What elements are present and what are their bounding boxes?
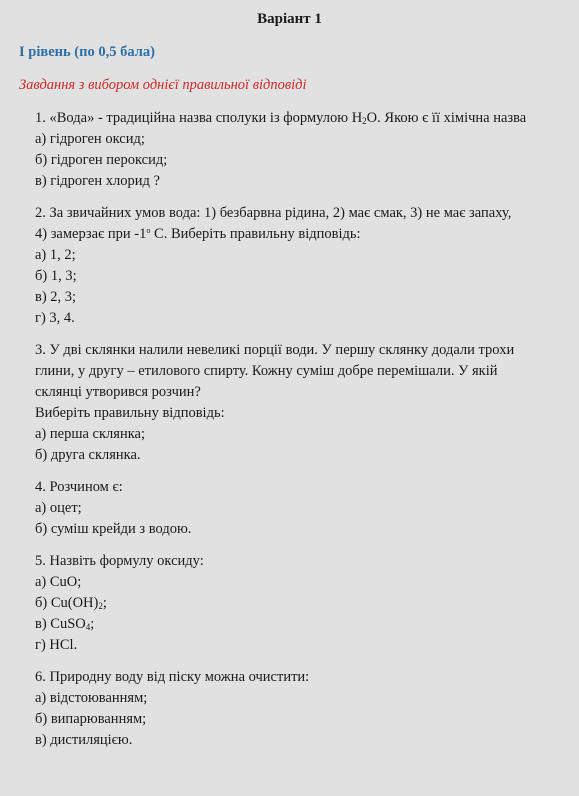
question-2-text-part: 4) замерзає при -1 xyxy=(35,226,147,242)
question-2-option-d: г) 3, 4. xyxy=(35,310,75,326)
question-2-option-a: а) 1, 2; xyxy=(35,247,76,263)
question-1-option-c: в) гідроген хлорид ? xyxy=(35,173,160,189)
formula-subscript: 4 xyxy=(85,622,91,632)
question-2-option-b: б) 1, 3; xyxy=(35,268,77,284)
question-6-option-c: в) дистиляцією. xyxy=(35,732,133,748)
question-3-option-b: б) друга склянка. xyxy=(35,447,141,463)
task-type-heading: Завдання з вибором однієї правильної відповіді xyxy=(19,77,307,93)
formula-subscript: 2 xyxy=(98,601,103,611)
question-2-option-c: в) 2, 3; xyxy=(35,289,77,305)
question-5-option-b xyxy=(35,593,107,613)
formula-text: в) CuSO xyxy=(35,616,86,632)
question-6-text: 6. Природну воду від піску можна очистити: xyxy=(35,669,310,685)
question-1-option-b: б) гідроген пероксид; xyxy=(35,152,168,168)
degree-superscript: о xyxy=(146,226,151,235)
question-4-text: 4. Розчином є: xyxy=(35,479,123,495)
question-2-line-1: 2. За звичайних умов вода: 1) безбарвна рідина, 2) має смак, 3) не має запаху, xyxy=(35,205,512,221)
formula-text: ; xyxy=(90,616,95,632)
question-1-text xyxy=(35,108,526,128)
formula-text: б) Cu(OH) xyxy=(35,595,99,611)
question-2-text-part: С. Виберіть правильну відповідь: xyxy=(150,226,361,242)
question-3-line-2: глини, у другу – етилового спирту. Кожну суміш добре перемішали. У якій xyxy=(35,363,498,379)
question-4-option-a: а) оцет; xyxy=(35,500,82,516)
level-heading: І рівень (по 0,5 бала) xyxy=(19,44,155,60)
question-5-option-a: а) CuO; xyxy=(35,574,82,590)
variant-title: Варіант 1 xyxy=(257,11,322,27)
question-3-line-1: 3. У дві склянки налили невеликі порції води. У першу склянку додали трохи xyxy=(35,342,515,358)
question-5-option-d: г) HCl. xyxy=(35,637,78,653)
question-3-option-a: а) перша склянка; xyxy=(35,426,145,442)
formula-subscript: 2 xyxy=(362,116,367,126)
question-5-option-c xyxy=(35,614,94,634)
question-5-text: 5. Назвіть формулу оксиду: xyxy=(35,553,204,569)
question-2-line-2 xyxy=(35,224,361,244)
question-4-option-b: б) суміш крейди з водою. xyxy=(35,521,192,537)
question-1-text-part: О. Якою є її хімічна назва xyxy=(366,110,527,126)
question-6-option-b: б) випарюванням; xyxy=(35,711,147,727)
formula-text: ; xyxy=(102,595,107,611)
question-3-instruction: Виберіть правильну відповідь: xyxy=(35,405,225,421)
question-6-option-a: а) відстоюванням; xyxy=(35,690,148,706)
question-3-line-3: склянці утворився розчин? xyxy=(35,384,201,400)
question-1-text-part: 1. «Вода» - традиційна назва сполуки із формулою Н xyxy=(35,110,363,126)
question-1-option-a: а) гідроген оксид; xyxy=(35,131,145,147)
